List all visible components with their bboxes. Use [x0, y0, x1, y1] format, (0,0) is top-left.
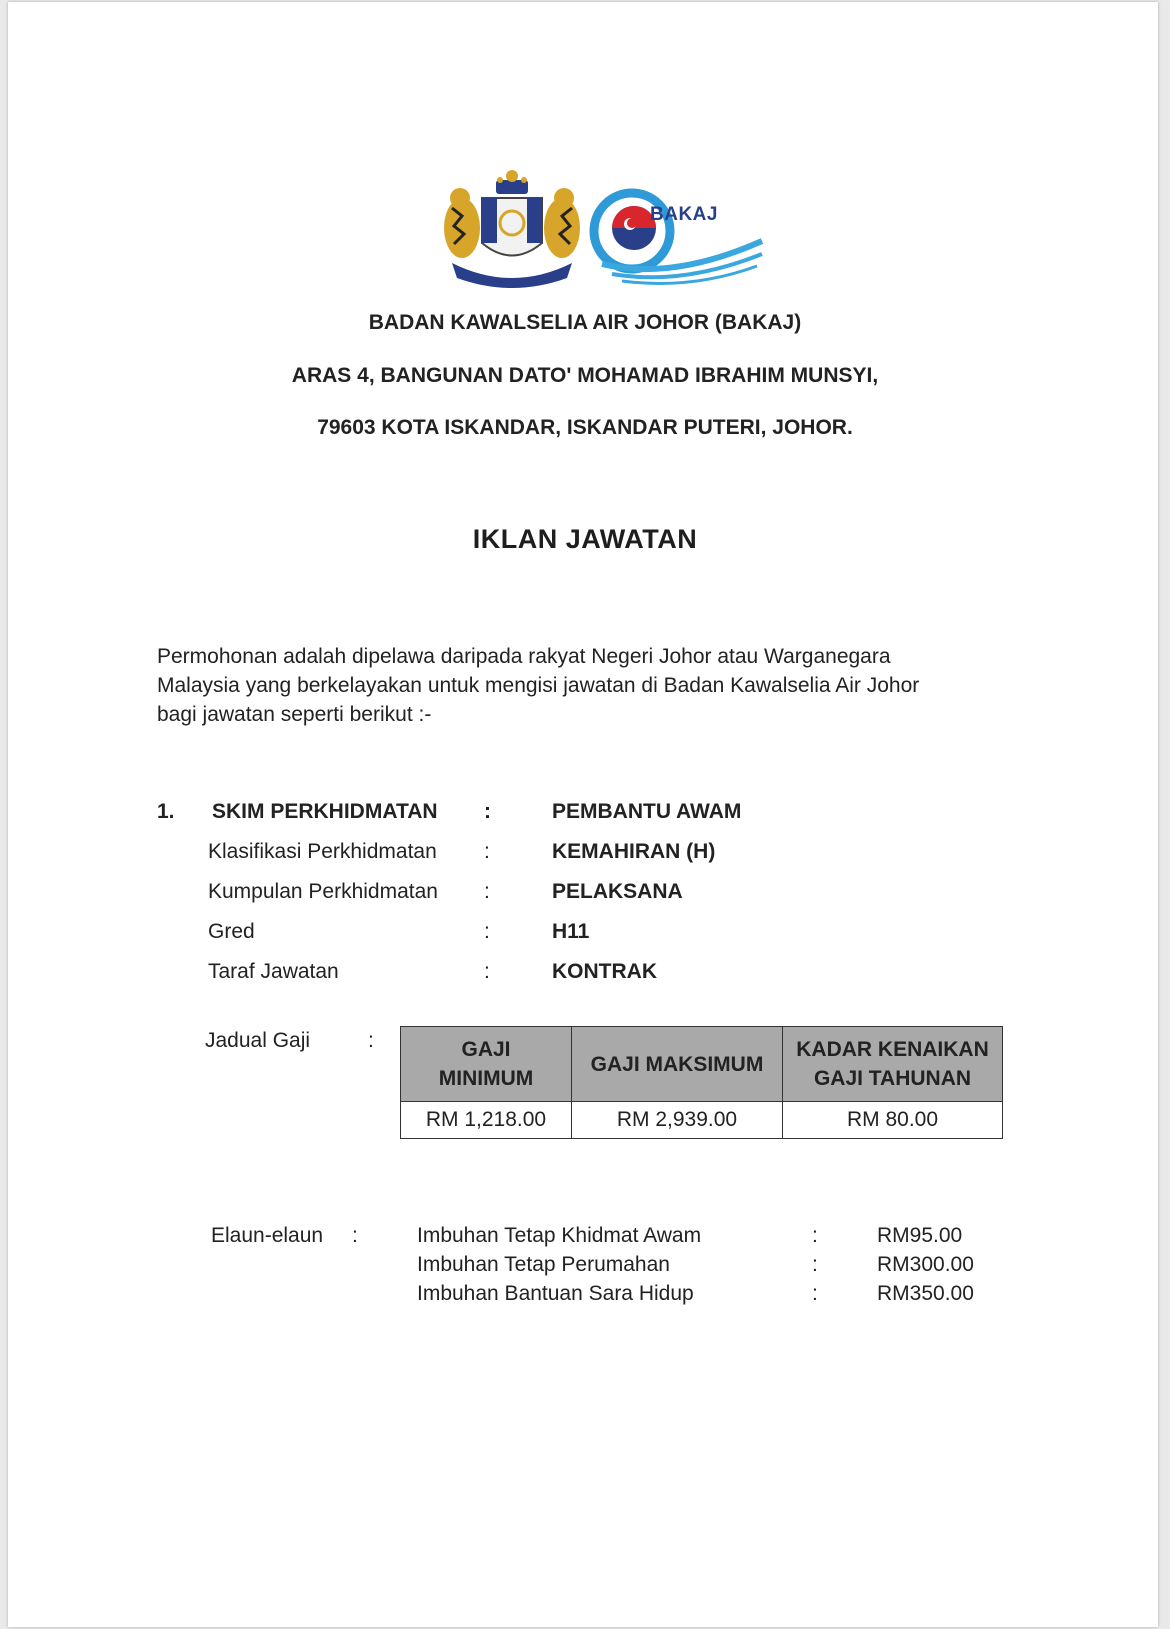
- field-label: Kumpulan Perkhidmatan: [208, 880, 438, 903]
- field-label: SKIM PERKHIDMATAN: [212, 800, 438, 823]
- field-value: H11: [552, 920, 590, 943]
- salary-label: Jadual Gaji: [205, 1029, 311, 1052]
- table-cell: RM 80.00: [783, 1102, 1003, 1139]
- item-number: 1.: [157, 800, 175, 823]
- allowance-colon: :: [812, 1224, 818, 1247]
- field-label: Klasifikasi Perkhidmatan: [208, 840, 437, 863]
- field-label: Gred: [208, 920, 255, 943]
- table-row: [401, 1102, 1003, 1139]
- org-address-line2: 79603 KOTA ISKANDAR, ISKANDAR PUTERI, JOHOR.: [317, 416, 853, 439]
- field-value: KONTRAK: [552, 960, 657, 983]
- header-line: GAJI MAKSIMUM: [590, 1052, 764, 1076]
- field-colon: :: [484, 800, 491, 823]
- header-line: GAJI TAHUNAN: [813, 1067, 972, 1090]
- field-value: PEMBANTU AWAM: [552, 800, 742, 823]
- page-title: IKLAN JAWATAN: [472, 524, 698, 554]
- intro-line: Malaysia yang berkelayakan untuk mengisi jawatan di Badan Kawalselia Air Johor: [157, 674, 920, 697]
- allowance-colon: :: [812, 1282, 818, 1305]
- column-header: [572, 1027, 783, 1102]
- table-header-row: [401, 1027, 1003, 1102]
- allowance-name: Imbuhan Tetap Perumahan: [417, 1253, 670, 1276]
- allowance-name: Imbuhan Tetap Khidmat Awam: [417, 1224, 702, 1247]
- johor-coat-of-arms-icon: [432, 168, 592, 288]
- field-colon: :: [484, 880, 490, 903]
- field-colon: :: [484, 960, 490, 983]
- column-header: [783, 1027, 1003, 1102]
- org-address-line1: ARAS 4, BANGUNAN DATO' MOHAMAD IBRAHIM MUNSYI,: [291, 364, 879, 387]
- field-label: Taraf Jawatan: [208, 960, 339, 983]
- salary-table: [400, 1026, 1003, 1139]
- column-header: [401, 1027, 572, 1102]
- field-value: PELAKSANA: [552, 880, 683, 903]
- allowance-amount: RM95.00: [877, 1224, 963, 1247]
- field-value: KEMAHIRAN (H): [552, 840, 716, 863]
- intro-line: Permohonan adalah dipelawa daripada rakyat Negeri Johor atau Warganegara: [157, 645, 891, 668]
- header-line: KADAR KENAIKAN: [796, 1038, 989, 1061]
- field-colon: :: [484, 840, 490, 863]
- allowance-amount: RM300.00: [877, 1253, 974, 1276]
- logo-row: [432, 168, 762, 288]
- header-line: MINIMUM: [438, 1067, 534, 1090]
- allowance-amount: RM350.00: [877, 1282, 974, 1305]
- salary-colon: :: [368, 1029, 374, 1052]
- header-line: GAJI: [461, 1038, 511, 1061]
- allowance-name: Imbuhan Bantuan Sara Hidup: [417, 1282, 694, 1305]
- table-cell: RM 2,939.00: [572, 1102, 783, 1139]
- field-colon: :: [484, 920, 490, 943]
- intro-line: bagi jawatan seperti berikut :-: [157, 703, 432, 726]
- bakaj-logo-text: BAKAJ: [650, 204, 718, 225]
- allowance-colon: :: [812, 1253, 818, 1276]
- org-name: BADAN KAWALSELIA AIR JOHOR (BAKAJ): [368, 311, 802, 334]
- bakaj-logo-icon: [582, 186, 767, 286]
- allowance-label: Elaun-elaun: [211, 1224, 324, 1247]
- table-cell: RM 1,218.00: [401, 1102, 572, 1139]
- allowance-label-colon: :: [352, 1224, 358, 1247]
- intro-paragraph: [157, 642, 1037, 729]
